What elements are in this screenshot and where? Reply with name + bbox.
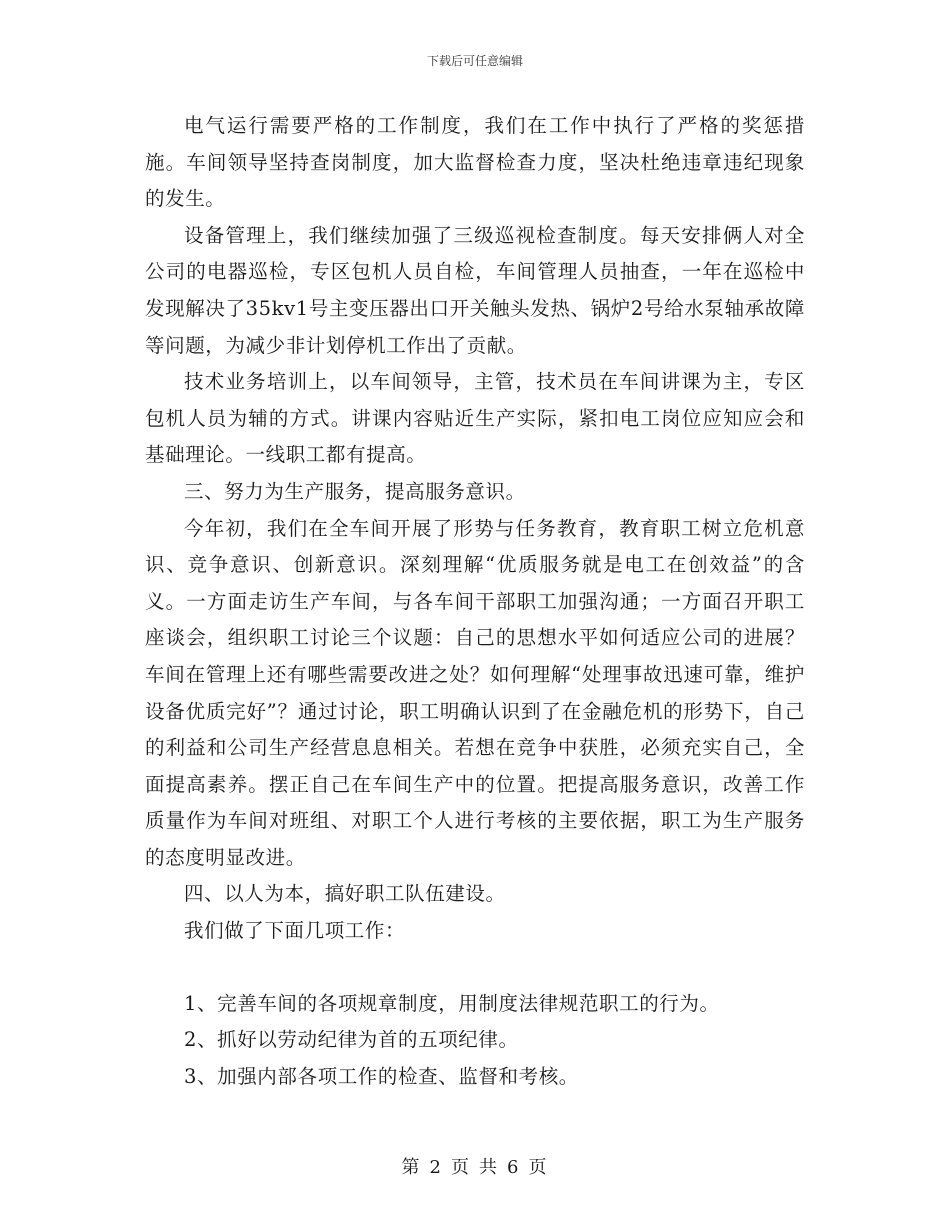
paragraph-equipment: 设备管理上，我们继续加强了三级巡视检查制度。每天安排俩人对全公司的电器巡检，专区包机人员自检，车间管理人员抽查，一年在巡检中发现解决了35kv1号主变压器出口开关触头发热、锅炉2号给水泵轴承故障等问题，为减少非计划停机工作出了贡献。 bbox=[145, 223, 805, 357]
list-item: 3、加强内部各项工作的检查、监督和考核。 bbox=[184, 1064, 579, 1088]
paragraph-service: 今年初，我们在全车间开展了形势与任务教育，教育职工树立危机意识、竞争意识、创新意识。深刻理解“优质服务就是电工在创效益”的含义。一方面走访生产车间，与各车间干部职工加强沟通；一方面召开职工座谈会，组织职工讨论三个议题：自己的思想水平如何适应公司的进展？车间在管理上还有哪些需要改进之处？如何理解“处理事故迅速可靠，维护设备优质完好”？通过讨论，职工明确认识到了在金融危机的形势下，自己的利益和公司生产经营息息相关。若想在竞争中获胜，必须充实自己，全面提高素养。摆正自己在车间生产中的位置。把提高服务意识，改善工作质量作为车间对班组、对职工个人进行考核的主要依据，职工为生产服务的态度明显改进。 bbox=[145, 516, 805, 869]
list-item: 1、完善车间的各项规章制度，用制度法律规范职工的行为。 bbox=[184, 991, 720, 1015]
section-heading-3: 三、努力为生产服务，提高服务意识。 bbox=[184, 479, 526, 503]
paragraph-training: 技术业务培训上，以车间领导，主管，技术员在车间讲课为主，专区包机人员为辅的方式。讲课内容贴近生产实际，紧扣电工岗位应知应会和基础理论。一线职工都有提高。 bbox=[145, 370, 805, 467]
footer-total-pages: 6 bbox=[507, 1157, 521, 1178]
footer-label-suffix: 页 bbox=[528, 1157, 549, 1178]
paragraph-rules: 电气运行需要严格的工作制度，我们在工作中执行了严格的奖惩措施。车间领导坚持查岗制度，加大监督检查力度，坚决杜绝违章违纪现象的发生。 bbox=[145, 114, 805, 211]
section-heading-4: 四、以人为本，搞好职工队伍建设。 bbox=[184, 882, 506, 906]
document-body bbox=[145, 108, 805, 1095]
blank-line bbox=[145, 950, 805, 986]
footer-label-mid: 页 bbox=[451, 1157, 471, 1178]
page-header-note: 下载后可任意编辑 bbox=[426, 54, 523, 68]
list-item: 2、抓好以劳动纪律为首的五项纪律。 bbox=[184, 1028, 519, 1052]
footer-label-total-prefix: 共 bbox=[479, 1157, 499, 1178]
footer-current-page: 2 bbox=[429, 1157, 443, 1178]
footer-label-prefix: 第 bbox=[401, 1157, 422, 1178]
page-footer bbox=[0, 1153, 950, 1179]
paragraph-intro-list: 我们做了下面几项工作： bbox=[184, 919, 406, 943]
